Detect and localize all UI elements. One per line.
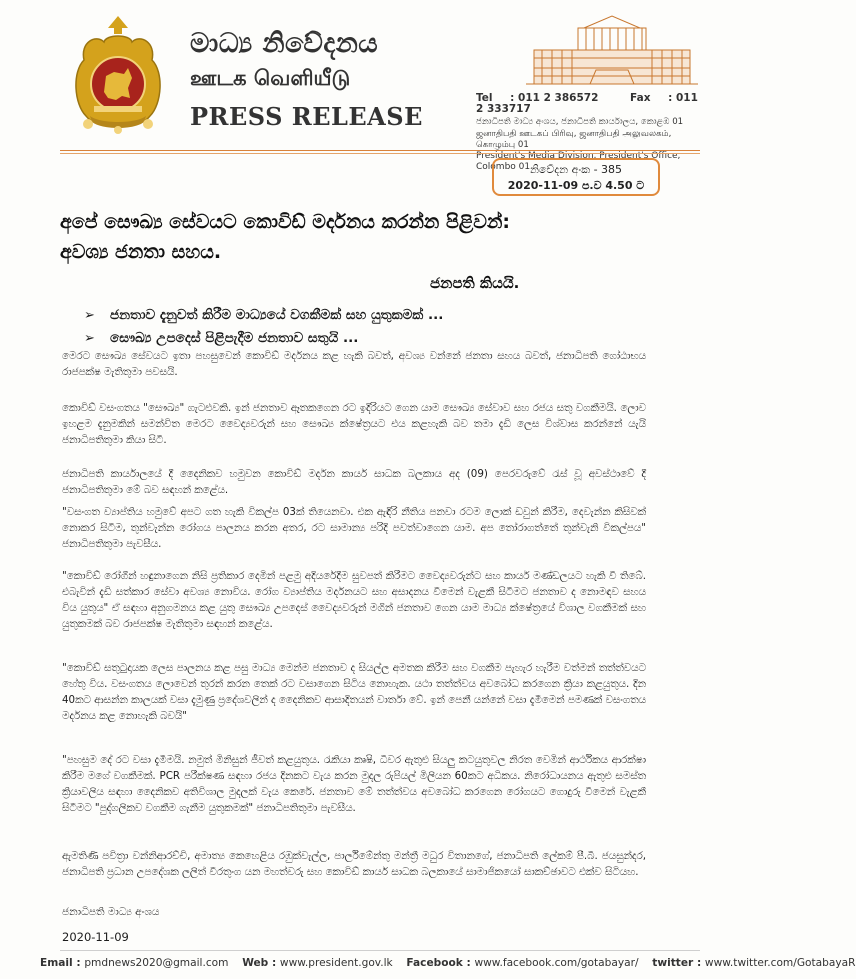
header-divider <box>60 150 700 151</box>
email-link[interactable]: pmdnews2020@gmail.com <box>84 957 229 969</box>
footer <box>40 957 856 969</box>
paragraph-2: කොවිඩ් වසංගතය "සෞඛ්‍ය" ගැටළුවකි. ඉන් ජනතාව ඈතකගෙන රට ඉදිරියට ගෙන යාම සෞඛ්‍ය සේවාව සහ රජය සතු වගකීමයි. ලොව ඉහළම දැනුමකින් සමන්විත මෙරට වෛද්‍යවරුන් සහ සෞඛ්‍ය ක්ෂේත්‍රයට එය කළහැකි බව තමා දැඩි ලෙස විශ්වාස කරන්නේ යැයි ජනාධිපතිතුමා කියා සිටී. <box>62 402 646 447</box>
press-release-title-english: PRESS RELEASE <box>190 102 423 131</box>
twitter-label: twitter : <box>652 957 702 969</box>
release-datetime: 2020-11-09 ප.ව 4.50 ට <box>507 179 645 192</box>
release-number: නිවේදන අංක - 385 <box>529 163 623 176</box>
address-tamil: ஜனாதிபதி ஊடகப் பிரிவு, ஜனாதிபதி அலுவலகம், கொழும்பு 01 <box>476 128 672 150</box>
telephone-number: : 011 2 386572 <box>510 92 599 104</box>
fax-label: Fax <box>630 92 651 104</box>
fax-number: : 011 2 333717 <box>476 92 698 116</box>
release-date: 2020-11-09 <box>62 930 129 944</box>
arrow-bullet-icon: ➢ <box>84 331 95 346</box>
arrow-bullet-icon: ➢ <box>84 308 95 323</box>
signoff: ජනාධිපති මාධ්‍ය අංශය <box>62 906 160 918</box>
bullet-item <box>84 304 443 327</box>
paragraph-8: ඇමතිණි පවිත්‍රා වන්නිආරච්චි, අමාත්‍ය කෙහෙළිය රඹුක්වැල්ල, පාර්ලිමේන්තු මන්ත්‍රී මධුර විතානගේ, ජනාධිපති ලේකම් පී.බී. ජයසුන්දර, ජනාධිපති ප්‍රධාන උපදේශක ලලිත් වීරතුංග යන මහත්වරු සහ කොවිඩ් කාර්ය සාධක බලකායේ සාමාජිකයෝ සාකච්ඡාවට එක්ව සිටියහ. <box>62 850 646 879</box>
facebook-link[interactable]: www.facebook.com/gotabayar/ <box>474 957 639 969</box>
paragraph-6: "කොවිඩ් සතුටුදායක ලෙස පාලනය කළ පසු මාධ්‍ය මෙන්ම ජනතාව ද සියල්ල අමතක කිරීම සහ වගකීම පැහැර හැරීම වත්මන් තත්ත්වයට හේතු විය. වසංගතය ලොවෙන් තුරන් කරන තෙක් රට වසාගෙන සිටිය නොහැක. යථා තත්ත්වය අවබෝධ කරගෙන ක්‍රියා කළයුතුය. දින 40කට ආසන්න කාලයක් වසා දැමුණු ප්‍රදේශවලින් ද දෛනිකව ආසාදිතයන් වාර්තා වේ. ඉන් පෙනී යන්නේ වසා දැමීමෙන් පමණක් වසංගතය මර්දනය කළ නොහැකි බවයි" <box>62 662 646 723</box>
bullet-item <box>84 327 443 350</box>
header-divider-secondary <box>60 153 700 154</box>
reference-box <box>492 158 660 196</box>
paragraph-3: ජනාධිපති කාර්යාලයේ දී දෛනිකව හමුවන කොවිඩ් මර්දන කාර්ය සාධක බලකාය අද (09) පෙරවරුවේ රැස් වූ අවස්ථාවේ දී ජනාධිපතිතුමා මේ බව සඳහන් කළේය. <box>62 468 646 497</box>
address-sinhala: ජනාධිපති මාධ්‍ය අංශය, ජනාධිපති කාර්යාලය, කොළඹ 01 <box>476 117 684 128</box>
byline: ජනපති කියයි. <box>430 274 520 292</box>
press-release-title-tamil: ஊடக வெளியீடு <box>190 66 351 90</box>
footer-divider <box>60 950 700 951</box>
web-label: Web : <box>242 957 277 969</box>
address-english: President's Media Division, President's Office, Colombo 01 <box>476 151 681 173</box>
paragraph-7: "පහසුම දේ රට වසා දැමීමයි. නමුත් මිනිසුන් ජීවත් කළයුතුය. රැකියා කෘෂි, ධීවර ඇතුළු සියලු කටයුතුවල නිරත වෙමින් ආර්ථිකය ආරක්ෂා කිරීම මගේ වගකීමක්. PCR පරීක්ෂණ සඳහා රජය දිනකට වැය කරන මුදල රුපියල් මිලියන 60කට අධිකය. නිරෝධායනය ඇතුළු සමස්ත ක්‍රියාවලිය සඳහා දෛනිකව අතිවිශාල මුදලක් වැය කෙරේ. ජනතාව මේ තත්ත්වය අවබෝධ කරගෙන රෝගයට ගොදුරු වීමෙන් වැළකී සිටීමට "පුද්ගලිකව වගකීම ගැනීම යුතුකමක්" ජනාධිපතිතුමා පැවසීය. <box>62 754 646 815</box>
paragraph-5: "කොවිඩ් රෝගීන් හඳුනාගෙන නිසි ප්‍රතිකාර දෙමින් පළමු අදියරේදීම සුවපත් කිරීමට වෛද්‍යවරුන්ට සහ කාර්ය මණ්ඩලයට හැකි වී තිබේ. එබැවින් දැඩි සත්කාර සේවා අවශ්‍ය නොවිය. රෝග ව්‍යාප්තිය මර්දනයට සහ අසාදනය වීමෙන් වැළකී සිටීමට ජනතාව ද නොමඳව සහය විය යුතුය" ඒ සඳහා අනුගමනය කළ යුතු සෞඛ්‍ය උපදෙස් වෛද්‍යවරුන් මගින් ජනතාව ගෙන යාම මාධ්‍ය ක්ෂේත්‍රයේ විශාල වගකීමක් සහ යුතුකමක් බව රාජපක්ෂ මැතිතුමා සඳහන් කළේය. <box>62 570 646 631</box>
tel-label: Tel <box>476 92 493 104</box>
paragraph-4: "වසංගත ව්‍යාප්තිය හමුවේ අපට ගත හැකි විකල්ප 03ක් තියෙනවා. එක ඇඳිරි නීතිය පනවා රටම ලොක් ඩවුන් කිරීම, දෙවැන්න කිසිවක් නොකර සිටීම, තුන්වැන්න රෝගය පාලනය කරන අතර, රට සාමාන්‍ය පරිදි පවත්වාගෙන යාම. අප තෝරාගත්තේ තුන්වැනි විකල්පය" ජනාධිපතිතුමා පැවසීය. <box>62 506 646 551</box>
bullet-text: ජනතාව දැනුවත් කිරීම මාධ්‍යයේ වගකීමක් සහ යුතුකමක් ... <box>110 307 444 323</box>
press-release-title-sinhala: මාධ්‍ය නිවේදනය <box>190 28 379 59</box>
bullet-list <box>84 304 443 350</box>
headline <box>60 207 620 267</box>
paragraph-1: මෙරට සෞඛ්‍ය සේවයට ඉතා පහසුවෙන් කොවිඩ් මර්දනය කළ හැකි බවත්, අවශ්‍ය වන්නේ ජනතා සහය බවත්, ජනාධිපති ගෝඨාභය රාජපක්ෂ මැතිතුමා පවසයි. <box>62 350 646 379</box>
website-link[interactable]: www.president.gov.lk <box>279 957 393 969</box>
presidential-secretariat-building-icon <box>526 14 698 88</box>
headline-line-2: අවශ්‍ය ජනතා සහය. <box>60 241 222 263</box>
email-label: Email : <box>40 957 81 969</box>
headline-line-1: අපේ සෞඛ්‍ය සේවයට කොවිඩ් මර්දනය කරන්න පිළිවන්: <box>60 211 510 233</box>
twitter-link[interactable]: www.twitter.com/GotabayaR <box>704 957 856 969</box>
facebook-label: Facebook : <box>406 957 471 969</box>
sri-lanka-emblem-icon <box>70 12 166 136</box>
bullet-text: සෞඛ්‍ය උපදෙස් පිළිපැදීම ජනතාව සතුයි ... <box>110 330 359 346</box>
